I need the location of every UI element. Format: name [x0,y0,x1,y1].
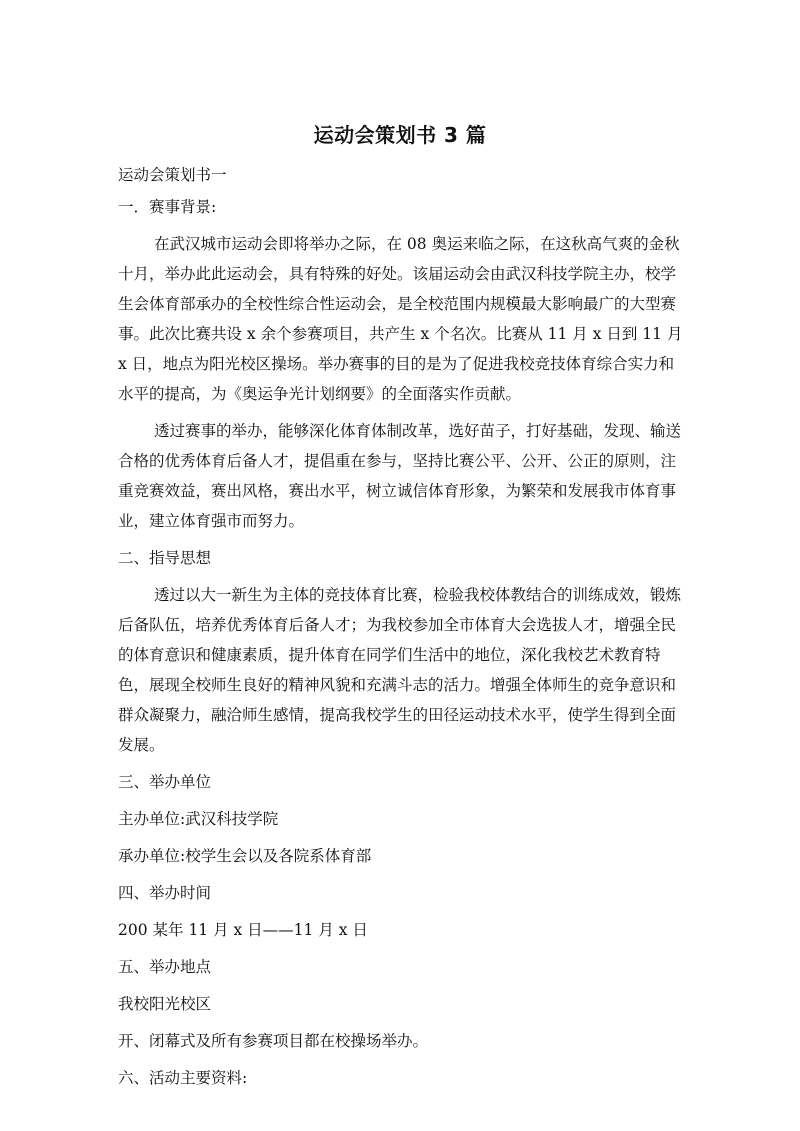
document-body [118,160,684,1100]
organizer-host: 主办单位:武汉科技学院 [118,810,279,828]
event-location-detail: 开、闭幕式及所有参赛项目都在校操场举办。 [118,1032,429,1050]
paragraph-purpose: 透过赛事的举办，能够深化体育体制改革，选好苗子，打好基础，发现、输送合格的优秀体育后备人才，提倡重在参与，坚持比赛公平、公开、公正的原则，注重竞赛效益，赛出风格，赛出水平，树立诚信体育形象，为繁荣和发展我市体育事业，建立体育强市而努力。 [118,422,682,530]
paragraph-background: 在武汉城市运动会即将举办之际，在 08 奥运来临之际，在这秋高气爽的金秋十月，举办此此运动会，具有特殊的好处。该届运动会由武汉科技学院主办，校学生会体育部承办的全校性综合性运动会，是全校范围内规模最大影响最广的大型赛事。此次比赛共设 x 余个参赛项目，共产生 x 个名次。比赛从 11 月 x 日到 11 月 x 日，地点为阳光校区操场。举办赛事的目的是为了促进我校竞技体育综合实力和水平的提高，为《奥运争光计划纲要》的全面落实作贡献。 [118,235,683,403]
heading-location: 五、举办地点 [118,958,212,976]
event-location: 我校阳光校区 [118,995,212,1013]
section-subtitle: 运动会策划书一 [118,166,227,184]
event-time: 200 某年 11 月 x 日——11 月 x 日 [118,921,368,939]
paragraph-guiding-thought: 透过以大一新生为主体的竞技体育比赛，检验我校体教结合的训练成效，锻炼后备队伍，培养优秀体育后备人才；为我校参加全市体育大会选拔人才，增强全民的体育意识和健康素质，提升体育在同学们生活中的地位，深化我校艺术教育特色，展现全校师生良好的精神风貌和充满斗志的活力。增强全体师生的竞争意识和群众凝聚力，融洽师生感情，提高我校学生的田径运动技术水平，使学生得到全面发展。 [118,586,682,754]
organizer-undertaker: 承办单位:校学生会以及各院系体育部 [118,847,372,865]
heading-background: 一．赛事背景: [118,198,217,216]
page-title: 运动会策划书 3 篇 [313,123,487,147]
heading-organizers: 三、举办单位 [118,773,212,791]
heading-main-content: 六、活动主要资料: [118,1069,248,1087]
heading-guiding-thought: 二、指导思想 [118,549,212,567]
heading-time: 四、举办时间 [118,884,212,902]
